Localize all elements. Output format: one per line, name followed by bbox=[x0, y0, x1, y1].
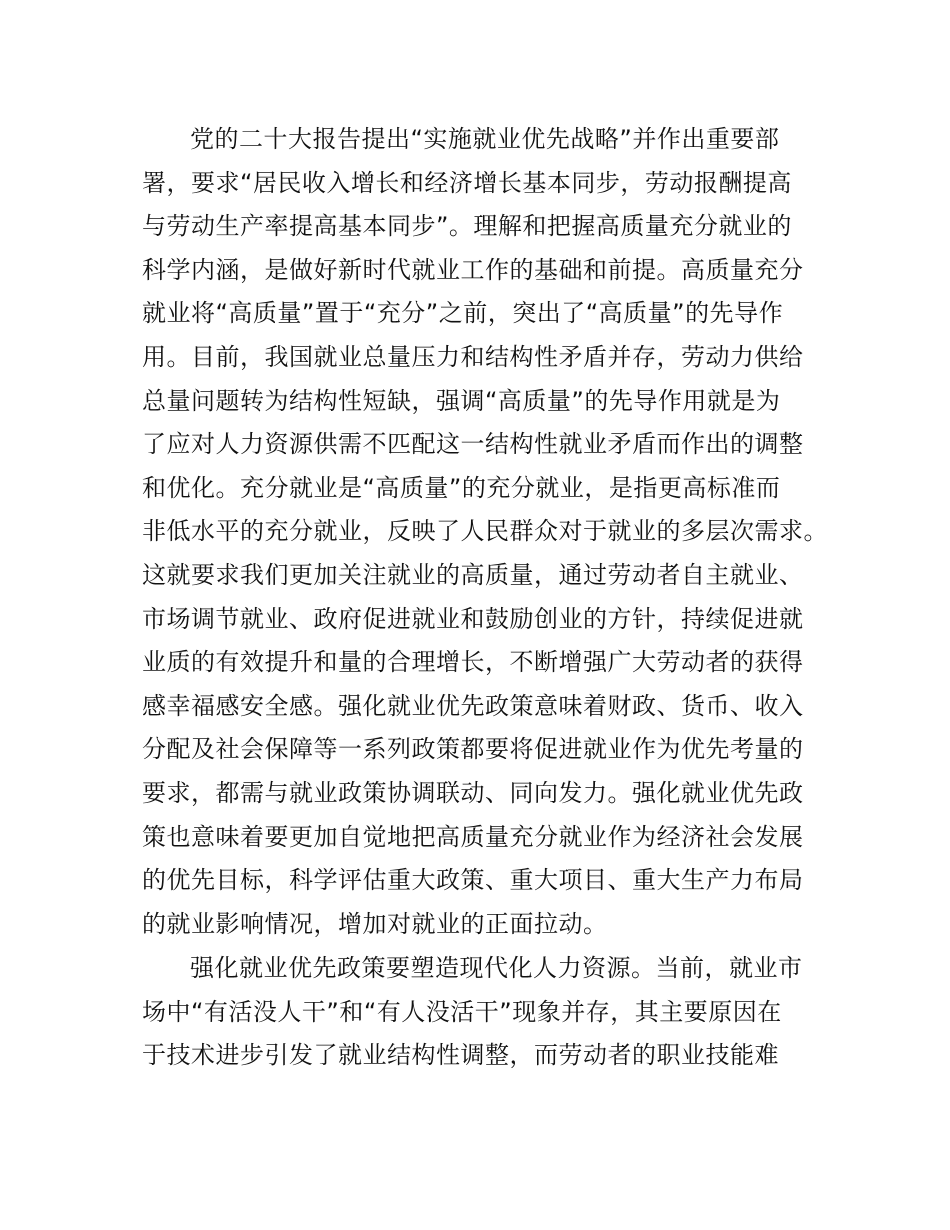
paragraph-line: 于技术进步引发了就业结构性调整，而劳动者的职业技能难 bbox=[142, 1041, 779, 1070]
paragraph-line: 强化就业优先政策要塑造现代化人力资源。当前，就业市 bbox=[190, 954, 803, 982]
paragraph-line: 业质的有效提升和量的合理增长，不断增强广大劳动者的获得 bbox=[142, 648, 804, 677]
paragraph-line: 这就要求我们更加关注就业的高质量，通过劳动者自主就业、 bbox=[142, 560, 804, 589]
paragraph-1 bbox=[142, 118, 842, 946]
paragraph-line: 分配及社会保障等一系列政策都要将促进就业作为优先考量的 bbox=[142, 735, 804, 764]
paragraph-line: 就业将“高质量”置于“充分”之前，突出了“高质量”的先导作 bbox=[142, 299, 784, 328]
paragraph-line: 市场调节就业、政府促进就业和鼓励创业的方针，持续促进就 bbox=[142, 604, 804, 633]
paragraph-line: 非低水平的充分就业，反映了人民群众对于就业的多层次需求。 bbox=[142, 517, 828, 546]
paragraph-line: 的优先目标，科学评估重大政策、重大项目、重大生产力布局 bbox=[142, 866, 804, 895]
paragraph-line: 总量问题转为结构性短缺，强调“高质量”的先导作用就是为 bbox=[142, 386, 781, 415]
paragraph-line: 用。目前，我国就业总量压力和结构性矛盾并存，劳动力供给 bbox=[142, 342, 804, 371]
paragraph-line: 了应对人力资源供需不匹配这一结构性就业矛盾而作出的调整 bbox=[142, 430, 804, 459]
paragraph-2 bbox=[142, 947, 842, 1078]
paragraph-line: 感幸福感安全感。强化就业优先政策意味着财政、货币、收入 bbox=[142, 691, 804, 720]
paragraph-line: 策也意味着要更加自觉地把高质量充分就业作为经济社会发展 bbox=[142, 822, 804, 851]
paragraph-line: 场中“有活没人干”和“有人没活干”现象并存，其主要原因在 bbox=[142, 997, 782, 1026]
paragraph-line: 与劳动生产率提高基本同步”。理解和把握高质量充分就业的 bbox=[142, 212, 792, 241]
paragraph-line: 署，要求“居民收入增长和经济增长基本同步，劳动报酬提高 bbox=[142, 168, 792, 197]
paragraph-line: 和优化。充分就业是“高质量”的充分就业，是指更高标准而 bbox=[142, 473, 781, 502]
paragraph-line: 的就业影响情况，增加对就业的正面拉动。 bbox=[142, 909, 608, 938]
paragraph-line: 要求，都需与就业政策协调联动、同向发力。强化就业优先政 bbox=[142, 778, 804, 807]
paragraph-line: 党的二十大报告提出“实施就业优先战略”并作出重要部 bbox=[190, 125, 780, 153]
paragraph-line: 科学内涵，是做好新时代就业工作的基础和前提。高质量充分 bbox=[142, 255, 804, 284]
